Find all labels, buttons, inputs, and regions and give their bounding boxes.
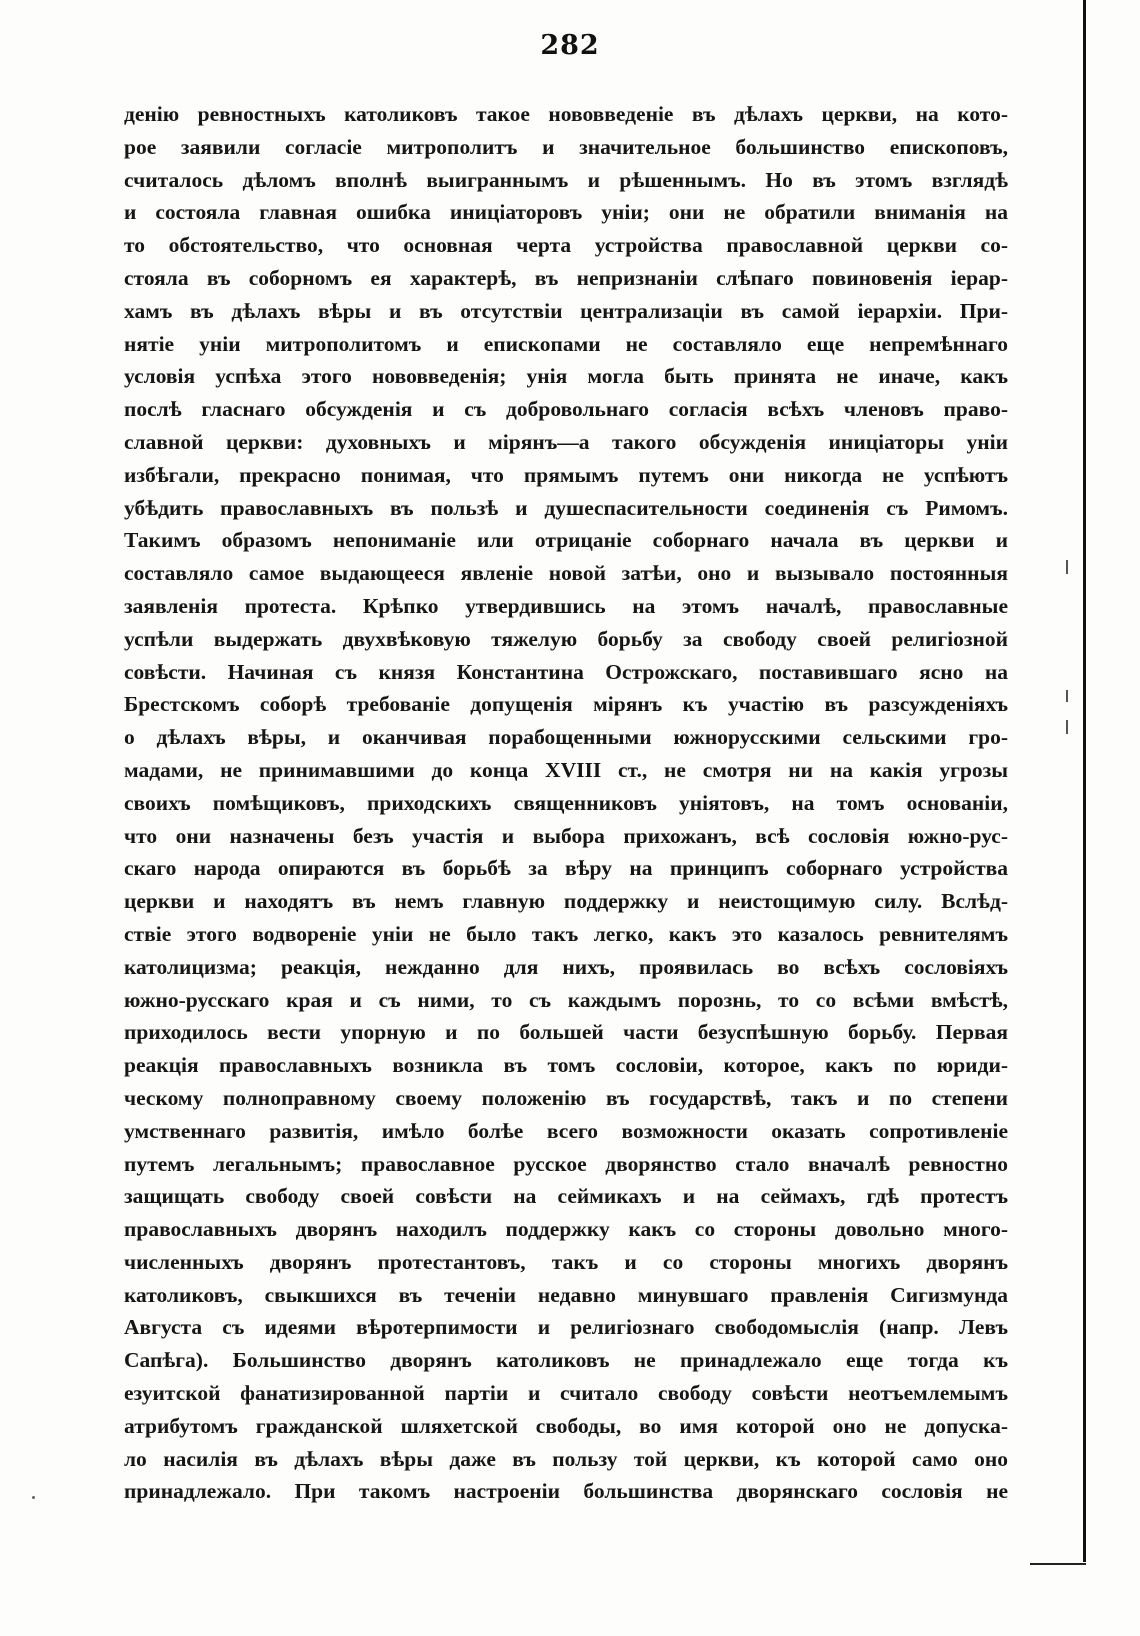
text-line: что они назначены безъ участія и выбора прихожанъ, всѣ сословія южно-рус- <box>124 823 1008 848</box>
text-line: мадами, не принимавшими до конца XVIII ст., не смотря ни на какія угрозы <box>124 757 1008 782</box>
scan-speck <box>32 1496 35 1499</box>
text-line: послѣ гласнаго обсужденія и съ добровольнаго согласія всѣхъ членовъ право- <box>124 397 1008 422</box>
text-line: стояла въ соборномъ ея характерѣ, въ непризнаніи слѣпаго повиновенія іерар- <box>124 265 1008 290</box>
text-line: скаго народа опираются въ борьбѣ за вѣру на принципъ соборнаго устройства <box>124 856 1008 881</box>
text-line: то обстоятельство, что основная черта устройства православной церкви со- <box>124 233 1008 258</box>
text-line: южно-русскаго края и съ ними, то съ каждымъ порознь, то со всѣми вмѣстѣ, <box>124 987 1008 1012</box>
text-line: считалось дѣломъ вполнѣ выиграннымъ и рѣшеннымъ. Но въ этомъ взглядѣ <box>124 167 1008 192</box>
text-line: убѣдить православныхъ въ пользѣ и душеспасительности соединенія съ Римомъ. <box>124 495 1008 520</box>
text-line: успѣли выдержать двухвѣковую тяжелую борьбу за свободу своей религіозной <box>124 626 1008 651</box>
body-text <box>124 98 1008 1508</box>
page-edge-line <box>1083 0 1086 1562</box>
text-line: Августа съ идеями вѣротерпимости и религіознаго свободомыслія (напр. Левъ <box>124 1315 1008 1340</box>
text-line: славной церкви: духовныхъ и мірянъ—а такого обсужденія иниціаторы уніи <box>124 429 1008 454</box>
text-line: составляло самое выдающееся явленіе новой затѣи, оно и вызывало постоянныя <box>124 561 1008 586</box>
text-line: Сапѣга). Большинство дворянъ католиковъ не принадлежало еще тогда къ <box>124 1348 1008 1373</box>
text-line: принадлежало. При такомъ настроеніи большинства дворянскаго сословія не <box>124 1479 1008 1504</box>
text-line: Такимъ образомъ непониманіе или отрицаніе соборнаго начала въ церкви и <box>124 528 1008 553</box>
text-line: православныхъ дворянъ находилъ поддержку какъ со стороны довольно много- <box>124 1217 1008 1242</box>
text-line: реакція православныхъ возникла въ томъ сословіи, которое, какъ по юриди- <box>124 1053 1008 1078</box>
text-line: католицизма; реакція, нежданно для нихъ, проявилась во всѣхъ сословіяхъ <box>124 954 1008 979</box>
margin-mark <box>1066 690 1068 702</box>
margin-mark <box>1066 560 1068 574</box>
text-line: нятіе уніи митрополитомъ и епископами не составляло еще непремѣннаго <box>124 331 1008 356</box>
text-line: условія успѣха этого нововведенія; унія могла быть принята не иначе, какъ <box>124 364 1008 389</box>
text-line: умственнаго развитія, имѣло болѣе всего возможности оказать сопротивленіе <box>124 1118 1008 1143</box>
text-line: заявленія протеста. Крѣпко утвердившись на этомъ началѣ, православные <box>124 593 1008 618</box>
text-line: численныхъ дворянъ протестантовъ, такъ и со стороны многихъ дворянъ <box>124 1249 1008 1274</box>
text-line: рое заявили согласіе митрополитъ и значительное большинство епископовъ, <box>124 134 1008 159</box>
margin-mark <box>1066 720 1068 734</box>
text-line: хамъ въ дѣлахъ вѣры и въ отсутствіи централизаціи въ самой іерархіи. При- <box>124 298 1008 323</box>
page-number: 282 <box>540 30 600 61</box>
text-line: приходилось вести упорную и по большей части безуспѣшную борьбу. Первая <box>124 1020 1008 1045</box>
text-line: и состояла главная ошибка иниціаторовъ уніи; они не обратили вниманія на <box>124 200 1008 225</box>
text-line: о дѣлахъ вѣры, и оканчивая порабощенными южнорусскими сельскими гро- <box>124 725 1008 750</box>
text-line: защищать свободу своей совѣсти на сеймикахъ и на сеймахъ, гдѣ протестъ <box>124 1184 1008 1209</box>
bottom-rule <box>1030 1563 1086 1565</box>
text-line: ло насилія въ дѣлахъ вѣры даже въ пользу той церкви, къ которой само оно <box>124 1446 1008 1471</box>
text-line: ческому полноправному своему положенію въ государствѣ, такъ и по степени <box>124 1085 1008 1110</box>
text-line: денію ревностныхъ католиковъ такое нововведеніе въ дѣлахъ церкви, на кото- <box>124 102 1008 126</box>
text-line: атрибутомъ гражданской шляхетской свободы, во имя которой оно не допуска- <box>124 1413 1008 1438</box>
text-line: церкви и находятъ въ немъ главную поддержку и неистощимую силу. Вслѣд- <box>124 889 1008 914</box>
text-line: своихъ помѣщиковъ, приходскихъ священниковъ уніятовъ, на томъ основаніи, <box>124 790 1008 815</box>
text-line: езуитской фанатизированной партіи и считало свободу совѣсти неотъемлемымъ <box>124 1381 1008 1406</box>
text-line: католиковъ, свыкшихся въ теченіи недавно минувшаго правленія Сигизмунда <box>124 1282 1008 1307</box>
text-line: совѣсти. Начиная съ князя Константина Острожскаго, поставившаго ясно на <box>124 659 1008 684</box>
text-line: Брестскомъ соборѣ требованіе допущенія мірянъ къ участію въ разсужденіяхъ <box>124 692 1008 717</box>
text-line: путемъ легальнымъ; православное русское дворянство стало вначалѣ ревностно <box>124 1151 1008 1176</box>
text-line: избѣгали, прекрасно понимая, что прямымъ путемъ они никогда не успѣютъ <box>124 462 1008 487</box>
text-line: ствіе этого водвореніе уніи не было такъ легко, какъ это казалось ревнителямъ <box>124 921 1008 946</box>
